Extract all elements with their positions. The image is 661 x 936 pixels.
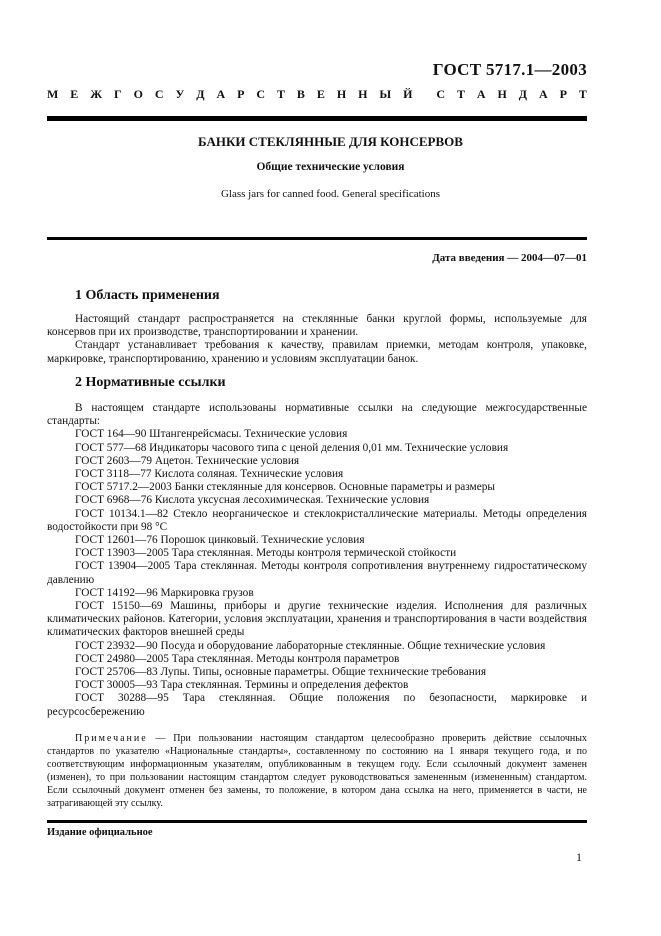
reference-item: ГОСТ 577—68 Индикаторы часового типа с ценой деления 0,01 мм. Технические условия <box>75 441 509 454</box>
reference-item: ГОСТ 30005—93 Тара стеклянная. Термины и определения дефектов <box>75 679 409 692</box>
interstate-letter: Т <box>456 87 465 101</box>
note <box>47 732 587 810</box>
paragraph: Настоящий стандарт распространяется на стеклянные банки круглой формы, используемые для консервов при их производстве, транспортировании и хранении. <box>47 313 587 339</box>
section-2-body <box>47 402 587 719</box>
document-subtitle: Общие технические условия <box>256 161 405 173</box>
interstate-letter: М <box>47 87 59 101</box>
interstate-letter: Ж <box>90 87 103 101</box>
reference-item: ГОСТ 10134.1—82 Стекло неорганическое и стеклокристаллические материалы. Методы определения водостойкости при 98 °С <box>47 507 587 533</box>
english-title: Glass jars for canned food. General specifications <box>220 188 440 200</box>
reference-item: ГОСТ 14192—96 Маркировка грузов <box>75 586 254 599</box>
interstate-letter: А <box>216 87 226 101</box>
reference-item: ГОСТ 6968—76 Кислота уксусная лесохимическая. Технические условия <box>75 494 430 507</box>
title-rule <box>47 237 587 240</box>
interstate-letter: О <box>133 87 143 101</box>
interstate-letter: С <box>256 87 266 101</box>
interstate-letter: Ы <box>379 87 392 101</box>
reference-item: ГОСТ 164—90 Штангенрейсмасы. Технические условия <box>75 428 348 441</box>
reference-list <box>47 428 587 718</box>
interstate-letter: Р <box>559 87 567 101</box>
reference-item: ГОСТ 12601—76 Порошок цинковый. Технические условия <box>75 534 365 547</box>
reference-item: ГОСТ 3118—77 Кислота соляная. Технические условия <box>75 468 344 481</box>
interstate-standard-label <box>47 87 587 102</box>
interstate-letter: У <box>175 87 185 101</box>
header-rule <box>47 116 587 121</box>
document-title: БАНКИ СТЕКЛЯННЫЕ ДЛЯ КОНСЕРВОВ <box>198 134 463 149</box>
section-1-body <box>47 313 587 366</box>
document-code: ГОСТ 5717.1—2003 <box>432 60 587 79</box>
interstate-letter: Н <box>336 87 347 101</box>
reference-item: ГОСТ 15150—69 Машины, приборы и другие технические изделия. Исполнения для различных климатических районов. Категории, условия эксплуатации, хранения и транспортирования в части воздействия климатических факторов внешней среды <box>47 600 587 639</box>
footer-rule <box>47 820 587 823</box>
interstate-letter: Т <box>578 87 587 101</box>
interstate-letter: С <box>154 87 164 101</box>
interstate-letter: С <box>436 87 445 101</box>
interstate-letter: Д <box>196 87 205 101</box>
interstate-letter: Г <box>114 87 122 101</box>
interstate-letter: Т <box>276 87 285 101</box>
page-number: 1 <box>576 850 582 864</box>
reference-item: ГОСТ 30288—95 Тара стеклянная. Общие положения по безопасности, маркировке и ресурсосбережению <box>47 692 587 718</box>
reference-item: ГОСТ 23932—90 Посуда и оборудование лабораторные стеклянные. Общие технические условия <box>75 639 546 652</box>
interstate-letter: Й <box>403 87 413 101</box>
interstate-letter: А <box>476 87 486 101</box>
interstate-letter: Н <box>497 87 507 101</box>
interstate-letter: В <box>296 87 305 101</box>
reference-item: ГОСТ 5717.2—2003 Банки стеклянные для консервов. Основные параметры и размеры <box>75 481 495 494</box>
section-1-heading: 1 Область применения <box>75 288 220 303</box>
note-text: — При пользовании настоящим стандартом целесообразно проверить действие ссылочных стандартов по указателю «Национальные стандарты», составленному по состоянию на 1 января текущего года, и по соответствующим информационным указателям, опубликованным в текущем году. Если ссылочный документ заменен (изменен), то при пользовании настоящим стандартом следует руководствоваться замененным (измененным) стандартом. Если ссылочный документ отменен без замены, то положение, в котором дана ссылка на него, применяется в части, не затрагивающей эту ссылку. <box>47 733 587 809</box>
reference-item: ГОСТ 2603—79 Ацетон. Технические условия <box>75 454 300 467</box>
date-introduced: Дата введения — 2004—07—01 <box>432 252 587 264</box>
reference-item: ГОСТ 13903—2005 Тара стеклянная. Методы контроля термической стойкости <box>75 547 457 560</box>
note-lead: Примечание <box>75 733 148 744</box>
interstate-letter: Е <box>70 87 79 101</box>
reference-item: ГОСТ 13904—2005 Тара стеклянная. Методы контроля сопротивления внутреннему гидростатическому давлению <box>47 560 587 586</box>
section-2-heading: 2 Нормативные ссылки <box>75 375 226 390</box>
official-edition-label: Издание официальное <box>47 827 153 838</box>
interstate-letter: Н <box>358 87 368 101</box>
reference-item: ГОСТ 24980—2005 Тара стеклянная. Методы контроля параметров <box>75 652 400 665</box>
paragraph: В настоящем стандарте использованы нормативные ссылки на следующие межгосударственные стандарты: <box>47 402 587 428</box>
interstate-letter: А <box>538 87 548 101</box>
interstate-letter: Е <box>316 87 325 101</box>
paragraph: Стандарт устанавливает требования к качеству, правилам приемки, методам контроля, упаковке, маркировке, транспортированию, хранению и условиям эксплуатации банок. <box>47 339 587 365</box>
interstate-letter: Д <box>518 87 528 101</box>
reference-item: ГОСТ 25706—83 Лупы. Типы, основные параметры. Общие технические требования <box>75 666 487 679</box>
interstate-letter: Р <box>237 87 245 101</box>
